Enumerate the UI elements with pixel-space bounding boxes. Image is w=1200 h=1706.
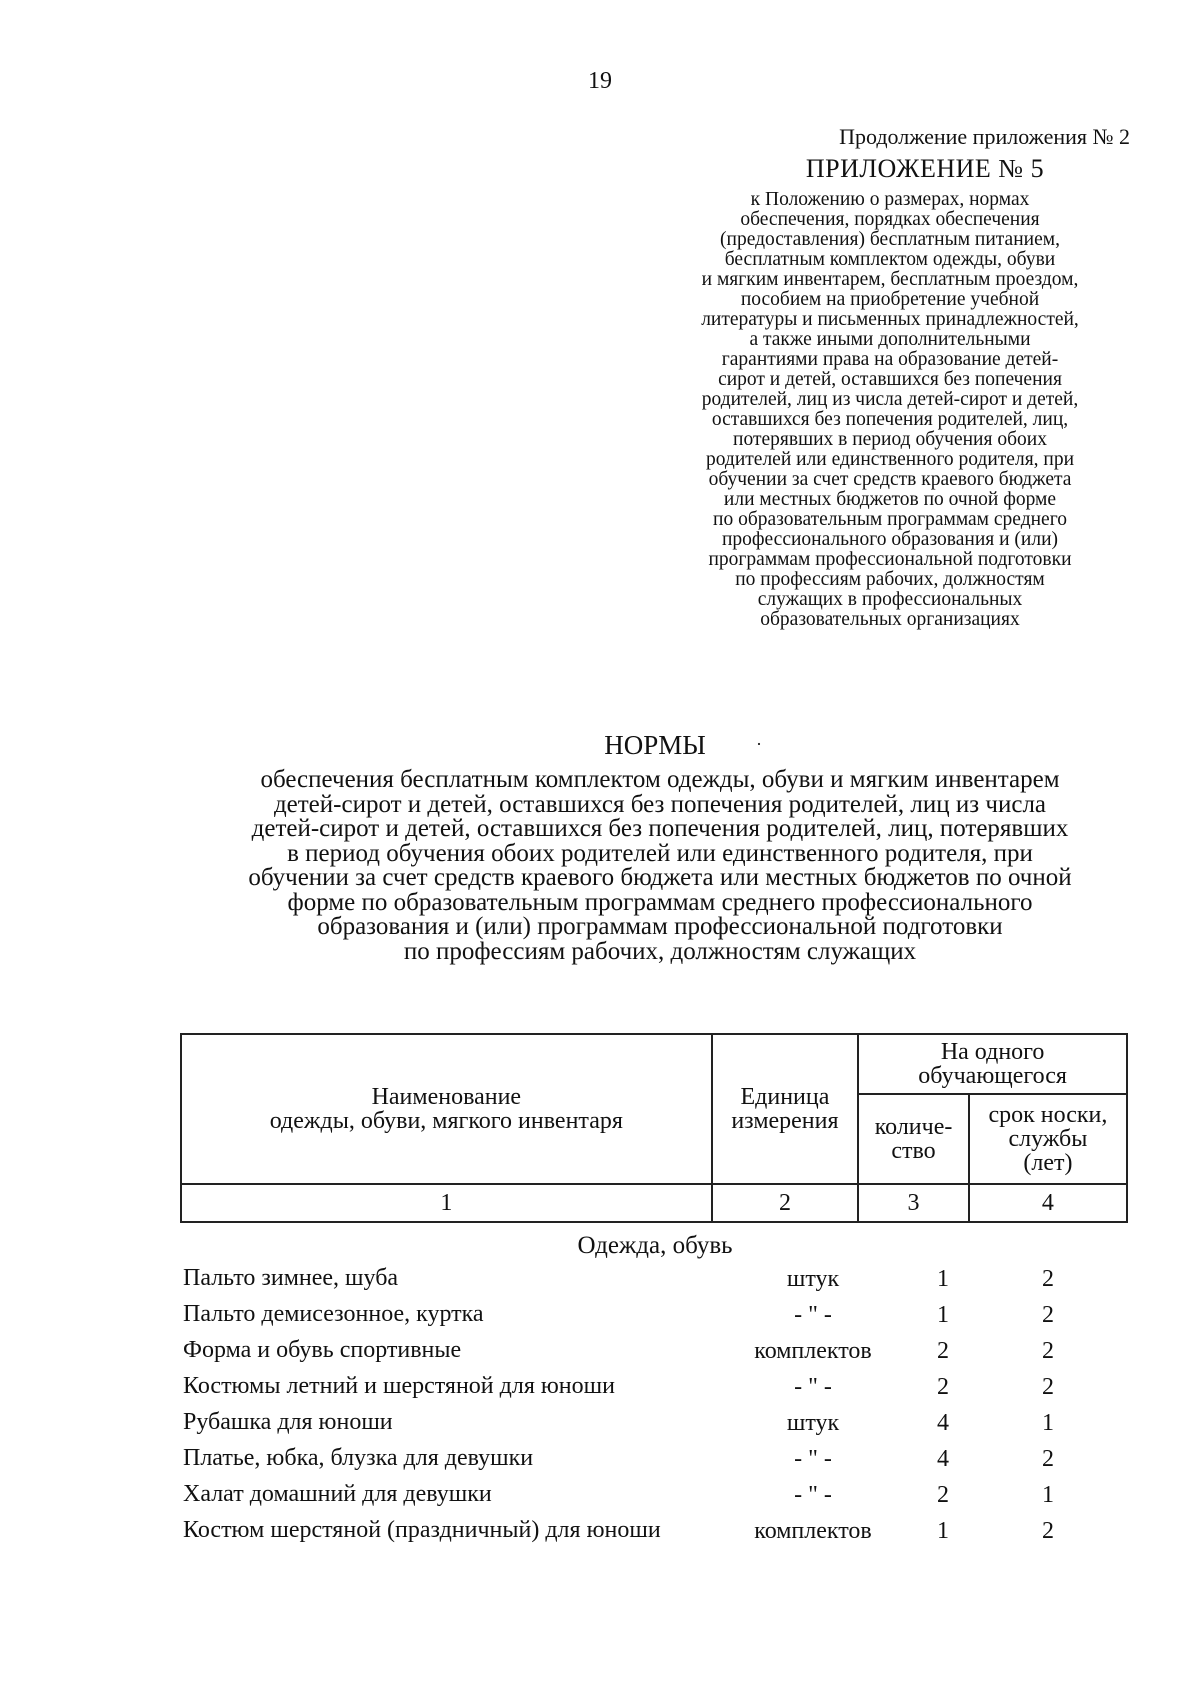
- header-unit-line: Единица: [740, 1084, 830, 1110]
- item-name: Платье, юбка, блузка для девушки: [183, 1445, 534, 1471]
- item-term: 2: [1042, 1518, 1054, 1544]
- appendix-text: [650, 190, 1130, 630]
- appendix-line: оставшихся без попечения родителей, лиц,: [711, 409, 1069, 430]
- appendix-line: образовательных организациях: [760, 609, 1020, 630]
- subtitle-line: образования и (или) программам профессиональной подготовки: [317, 913, 1003, 940]
- item-term: 2: [1042, 1266, 1054, 1292]
- subtitle-line: в период обучения обоих родителей или единственного родителя, при: [287, 839, 1033, 867]
- appendix-line: потерявших в период обучения обоих: [733, 429, 1047, 450]
- appendix-line: служащих в профессиональных: [757, 589, 1023, 610]
- item-term: 2: [1042, 1446, 1054, 1472]
- list-item: [183, 1518, 1103, 1578]
- appendix-line: родителей или единственного родителя, при: [705, 449, 1075, 470]
- header-term-line: службы: [1008, 1126, 1088, 1152]
- appendix-line: по образовательным программам среднего: [713, 509, 1067, 530]
- item-unit: - " -: [794, 1374, 832, 1400]
- subtitle-line: обучении за счет средств краевого бюджета или местных бюджетов по очной: [248, 864, 1072, 891]
- header-quantity-line: количе-: [874, 1114, 953, 1140]
- header-quantity-line: ство: [891, 1138, 936, 1164]
- subtitle-line: форме по образовательным программам среднего профессионального: [287, 888, 1033, 916]
- item-quantity: 2: [937, 1338, 949, 1364]
- item-term: 2: [1042, 1374, 1054, 1400]
- appendix-line: пособием на приобретение учебной: [740, 289, 1040, 310]
- item-unit: - " -: [794, 1482, 832, 1508]
- appendix-line: и мягким инвентарем, бесплатным проездом,: [701, 269, 1079, 290]
- item-unit: - " -: [794, 1446, 832, 1472]
- appendix-line: (предоставления) бесплатным питанием,: [720, 229, 1060, 250]
- item-name: Костюм шерстяной (праздничный) для юноши: [183, 1517, 661, 1543]
- item-name: Пальто демисезонное, куртка: [183, 1301, 484, 1327]
- header-name: [181, 1034, 712, 1184]
- list-item: [183, 1410, 1103, 1446]
- item-term: 2: [1042, 1338, 1054, 1364]
- item-term: 2: [1042, 1302, 1054, 1328]
- item-quantity: 1: [937, 1518, 949, 1544]
- header-term-line: (лет): [1023, 1150, 1073, 1176]
- column-number: 3: [858, 1184, 969, 1222]
- item-unit: штук: [786, 1266, 840, 1292]
- norms-subtitle: [160, 768, 1160, 964]
- header-unit: [712, 1034, 859, 1184]
- item-term: 1: [1042, 1410, 1054, 1436]
- header-per-student-line: обучающегося: [918, 1063, 1067, 1089]
- item-unit: комплектов: [754, 1338, 872, 1364]
- appendix-line: бесплатным комплектом одежды, обуви: [724, 249, 1056, 270]
- appendix-line: гарантиями права на образование детей-: [721, 349, 1059, 370]
- subtitle-line: по профессиям рабочих, должностям служащих: [403, 937, 917, 965]
- subtitle-line: обеспечения бесплатным комплектом одежды, обуви и мягким инвентарем: [260, 766, 1060, 793]
- stray-dot: ·: [756, 734, 762, 754]
- item-name: Пальто зимнее, шуба: [183, 1265, 399, 1291]
- list-item: [183, 1374, 1103, 1410]
- item-quantity: 4: [937, 1446, 949, 1472]
- appendix-line: профессионального образования и (или): [721, 529, 1059, 550]
- header-term: [969, 1094, 1127, 1184]
- item-unit: штук: [786, 1410, 840, 1436]
- subtitle-line: детей-сирот и детей, оставшихся без попечения родителей, лиц, потерявших: [251, 815, 1069, 842]
- appendix-line: программам профессиональной подготовки: [708, 549, 1072, 570]
- item-quantity: 2: [937, 1482, 949, 1508]
- norms-title: НОРМЫ: [604, 730, 706, 760]
- header-term-line: срок носки,: [988, 1102, 1108, 1128]
- column-number: 2: [712, 1184, 859, 1222]
- appendix-line: по профессиям рабочих, должностям: [735, 569, 1045, 590]
- item-name: Халат домашний для девушки: [183, 1481, 492, 1507]
- list-item: [183, 1338, 1103, 1374]
- column-number: 1: [181, 1184, 712, 1222]
- appendix-line: обеспечения, порядках обеспечения: [740, 209, 1040, 230]
- item-unit: комплектов: [754, 1518, 872, 1544]
- section-title: Одежда, обувь: [577, 1232, 733, 1259]
- item-quantity: 2: [937, 1374, 949, 1400]
- header-per-student: [858, 1034, 1127, 1094]
- column-number: 4: [969, 1184, 1127, 1222]
- appendix-line: литературы и письменных принадлежностей,: [701, 309, 1079, 330]
- appendix-line: или местных бюджетов по очной форме: [723, 489, 1057, 510]
- appendix-line: обучении за счет средств краевого бюджета: [708, 469, 1072, 490]
- item-unit: - " -: [794, 1302, 832, 1328]
- appendix-line: к Положению о размерах, нормах: [750, 189, 1030, 210]
- item-quantity: 1: [937, 1266, 949, 1292]
- item-name: Форма и обувь спортивные: [183, 1337, 462, 1363]
- continuation-label: Продолжение приложения № 2: [839, 124, 1130, 149]
- header-per-student-line: На одного: [940, 1039, 1045, 1065]
- list-item: [183, 1482, 1103, 1518]
- item-quantity: 4: [937, 1410, 949, 1436]
- header-name-line: Наименование: [371, 1084, 522, 1110]
- subtitle-line: детей-сирот и детей, оставшихся без попечения родителей, лиц из числа: [273, 790, 1047, 818]
- page-number: 19: [588, 68, 612, 94]
- item-name: Рубашка для юноши: [183, 1409, 393, 1435]
- header-name-line: одежды, обуви, мягкого инвентаря: [269, 1108, 623, 1134]
- appendix-line: сирот и детей, оставшихся без попечения: [718, 369, 1062, 390]
- appendix-line: родителей, лиц из числа детей-сирот и детей,: [701, 389, 1079, 410]
- appendix-title: ПРИЛОЖЕНИЕ № 5: [805, 154, 1045, 183]
- item-term: 1: [1042, 1482, 1054, 1508]
- list-item: [183, 1446, 1103, 1482]
- header-quantity: [858, 1094, 969, 1184]
- item-name: Костюмы летний и шерстяной для юноши: [183, 1373, 615, 1399]
- item-quantity: 1: [937, 1302, 949, 1328]
- list-item: [183, 1302, 1103, 1338]
- list-item: [183, 1266, 1103, 1302]
- items-list: [183, 1266, 1103, 1578]
- norms-table: [180, 1033, 1128, 1223]
- header-unit-line: измерения: [731, 1108, 839, 1134]
- appendix-line: а также иными дополнительными: [749, 329, 1031, 350]
